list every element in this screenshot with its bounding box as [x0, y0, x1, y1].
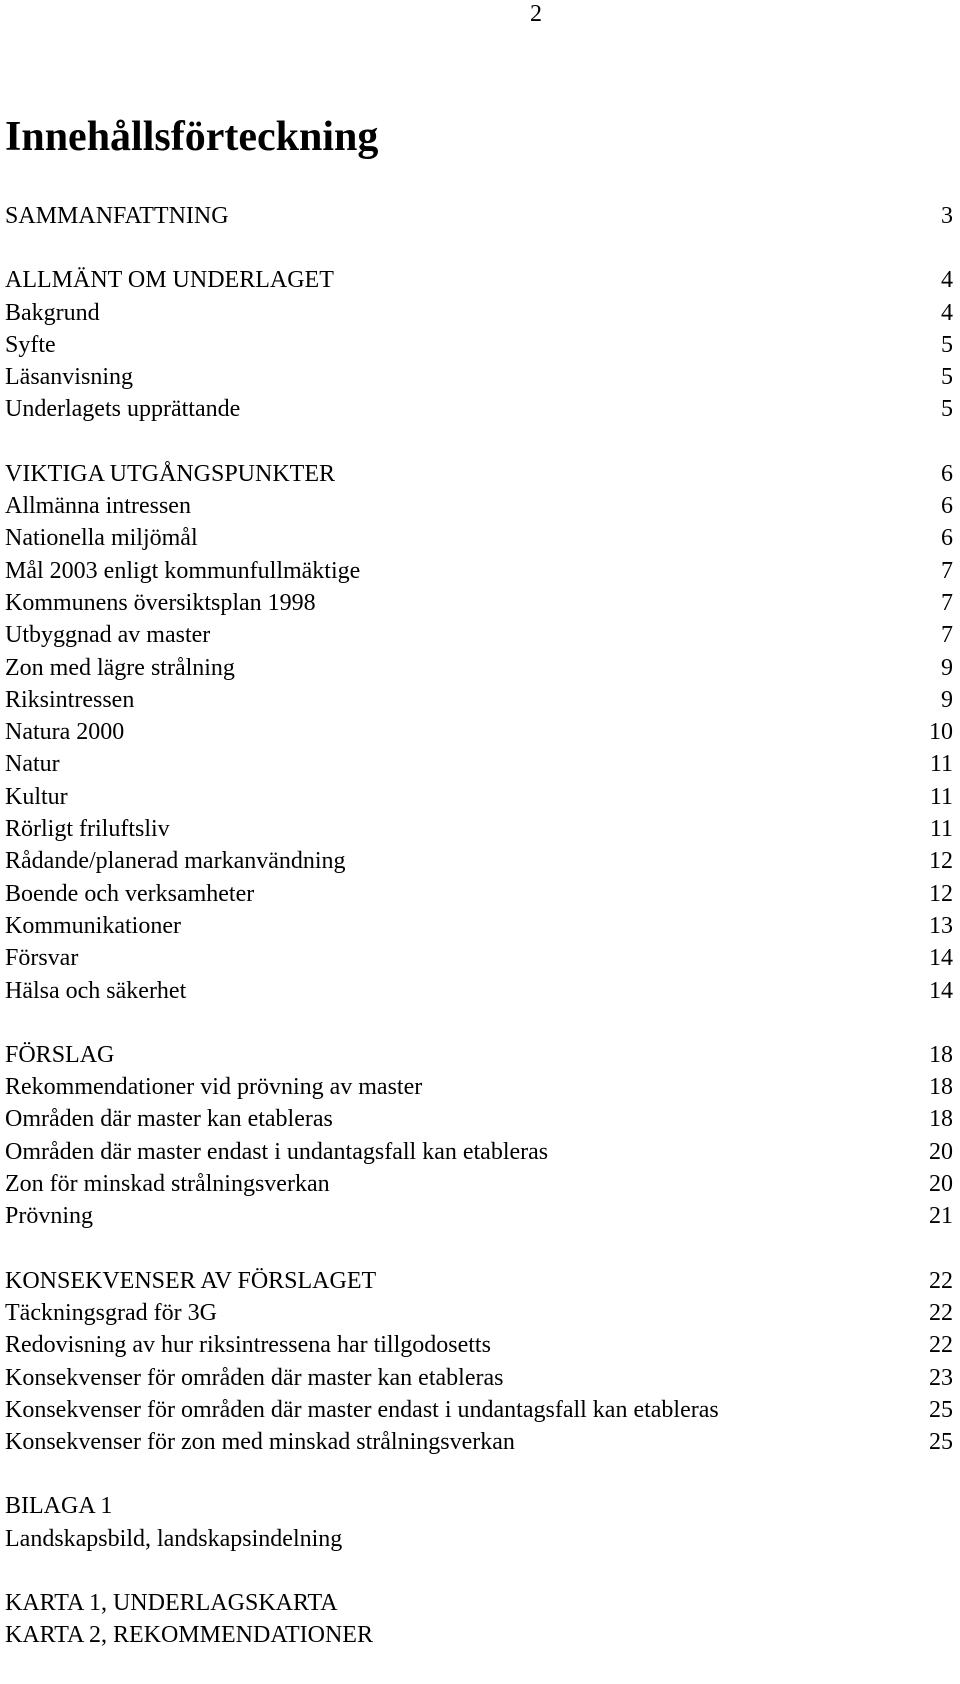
toc-entry-page: 11	[929, 816, 953, 843]
toc-entry-label: Rekommendationer vid prövning av master	[5, 1074, 423, 1101]
toc-entry-label: Områden där master kan etableras	[5, 1106, 333, 1133]
toc-entry-label: Natura 2000	[5, 719, 125, 746]
toc-entry-page: 6	[941, 460, 953, 487]
toc-entry	[5, 1490, 953, 1522]
toc-entry-label: ALLMÄNT OM UNDERLAGET	[5, 267, 334, 294]
toc-entry	[5, 329, 953, 361]
toc-entry-page: 13	[929, 912, 953, 939]
toc-entry	[5, 1619, 953, 1651]
toc-entry-page: 7	[941, 589, 953, 616]
toc-entry-page: 9	[941, 654, 953, 681]
toc-entry	[5, 555, 953, 587]
toc-entry-page: 25	[929, 1396, 953, 1423]
toc-entry	[5, 1071, 953, 1103]
toc-entry	[5, 1297, 953, 1329]
toc-entry	[5, 1265, 953, 1297]
toc-entry-label: Kommunens översiktsplan 1998	[5, 589, 316, 616]
toc-entry-label: Zon för minskad strålningsverkan	[5, 1171, 330, 1198]
toc-entry	[5, 845, 953, 877]
toc-entry-page: 6	[941, 525, 953, 552]
toc-entry	[5, 684, 953, 716]
toc-entry-page: 12	[929, 880, 953, 907]
toc-entry	[5, 1200, 953, 1232]
toc-entry-page: 18	[929, 1041, 953, 1068]
toc-entry	[5, 1587, 953, 1619]
toc-entry-page: 18	[929, 1106, 953, 1133]
toc-entry-page: 18	[929, 1074, 953, 1101]
toc-entry-label: FÖRSLAG	[5, 1041, 115, 1068]
page-number: 2	[530, 1, 542, 27]
toc-entry-label: Boende och verksamheter	[5, 880, 255, 907]
toc-entry	[5, 716, 953, 748]
toc-entry-page: 20	[929, 1171, 953, 1198]
toc-entry-page: 22	[929, 1267, 953, 1294]
toc-entry-label: Områden där master endast i undantagsfall kan etableras	[5, 1138, 549, 1165]
toc-entry	[5, 748, 953, 780]
toc-section	[5, 1587, 953, 1652]
toc-entry-label: VIKTIGA UTGÅNGSPUNKTER	[5, 460, 335, 487]
toc-entry	[5, 1039, 953, 1071]
toc-entry-page: 5	[941, 396, 953, 423]
toc-entry-label: Utbyggnad av master	[5, 622, 211, 649]
toc-entry	[5, 1523, 953, 1555]
toc-entry-page: 14	[929, 977, 953, 1004]
toc-entry-label: Rådande/planerad markanvändning	[5, 848, 346, 875]
toc-entry-label: Riksintressen	[5, 686, 135, 713]
toc-entry	[5, 1426, 953, 1458]
toc-entry	[5, 1168, 953, 1200]
toc-entry-page: 22	[929, 1332, 953, 1359]
toc-entry	[5, 587, 953, 619]
toc-entry-label: Syfte	[5, 331, 56, 358]
toc-entry-label: Läsanvisning	[5, 364, 133, 391]
toc-entry-label: Rörligt friluftsliv	[5, 816, 170, 843]
table-of-contents	[5, 200, 953, 1684]
toc-entry-label: Bakgrund	[5, 299, 100, 326]
toc-entry-page: 3	[941, 203, 953, 229]
toc-entry	[5, 652, 953, 684]
toc-entry-page: 20	[929, 1138, 953, 1165]
toc-section	[5, 1265, 953, 1459]
toc-entry-page: 7	[941, 622, 953, 649]
toc-entry	[5, 975, 953, 1007]
toc-section	[5, 1039, 953, 1233]
toc-entry-label: Kommunikationer	[5, 912, 181, 939]
toc-entry	[5, 619, 953, 651]
toc-entry-label: Prövning	[5, 1203, 94, 1230]
toc-entry	[5, 458, 953, 490]
toc-entry	[5, 297, 953, 329]
toc-entry-label: Landskapsbild, landskapsindelning	[5, 1525, 343, 1552]
toc-entry-label: Kultur	[5, 783, 68, 810]
toc-entry-label: Täckningsgrad för 3G	[5, 1299, 217, 1326]
toc-entry-label: Konsekvenser för områden där master endast i undantagsfall kan etableras	[5, 1396, 719, 1423]
toc-entry	[5, 393, 953, 425]
toc-entry-page: 21	[929, 1203, 953, 1230]
toc-entry	[5, 781, 953, 813]
toc-entry-label: Underlagets upprättande	[5, 396, 241, 423]
toc-entry-page: 4	[941, 267, 953, 294]
toc-entry-page: 4	[941, 299, 953, 326]
toc-entry-label: Allmänna intressen	[5, 493, 191, 520]
toc-entry	[5, 942, 953, 974]
toc-entry-page: 22	[929, 1299, 953, 1326]
toc-section	[5, 458, 953, 1007]
toc-entry-label: BILAGA 1	[5, 1493, 113, 1520]
toc-entry-page: 14	[929, 945, 953, 972]
toc-entry-label: SAMMANFATTNING	[5, 203, 229, 229]
toc-entry-label: Mål 2003 enligt kommunfullmäktige	[5, 557, 361, 584]
toc-entry	[5, 1394, 953, 1426]
toc-entry-label: Konsekvenser för områden där master kan etableras	[5, 1364, 504, 1391]
toc-entry	[5, 1362, 953, 1394]
toc-entry	[5, 522, 953, 554]
toc-entry-label: Hälsa och säkerhet	[5, 977, 187, 1004]
toc-entry	[5, 1329, 953, 1361]
toc-entry-page: 25	[929, 1429, 953, 1456]
toc-entry-page: 23	[929, 1364, 953, 1391]
toc-entry-label: KARTA 2, REKOMMENDATIONER	[5, 1622, 373, 1649]
toc-entry-label: Zon med lägre strålning	[5, 654, 235, 681]
toc-entry	[5, 878, 953, 910]
toc-entry-label: Natur	[5, 751, 60, 778]
toc-section	[5, 264, 953, 425]
toc-entry-label: KONSEKVENSER AV FÖRSLAGET	[5, 1267, 377, 1294]
toc-entry-page: 7	[941, 557, 953, 584]
toc-entry	[5, 490, 953, 522]
toc-entry-page: 11	[929, 783, 953, 810]
toc-entry-page: 6	[941, 493, 953, 520]
toc-section	[5, 1490, 953, 1555]
toc-entry	[5, 361, 953, 393]
toc-entry-label: Försvar	[5, 945, 79, 972]
toc-entry-label: Redovisning av hur riksintressena har tillgodosetts	[5, 1332, 491, 1359]
toc-section	[5, 200, 953, 232]
toc-entry-page: 10	[929, 719, 953, 746]
toc-entry-label: Konsekvenser för zon med minskad strålningsverkan	[5, 1429, 515, 1456]
toc-entry	[5, 910, 953, 942]
toc-entry-label: KARTA 1, UNDERLAGSKARTA	[5, 1589, 338, 1616]
toc-entry-page: 9	[941, 686, 953, 713]
toc-entry-page: 12	[929, 848, 953, 875]
toc-entry	[5, 200, 953, 232]
toc-entry	[5, 1136, 953, 1168]
toc-entry-page: 11	[929, 751, 953, 778]
toc-entry-label: Nationella miljömål	[5, 525, 198, 552]
toc-entry	[5, 1103, 953, 1135]
toc-entry-page: 5	[941, 364, 953, 391]
toc-entry	[5, 813, 953, 845]
toc-entry	[5, 264, 953, 296]
toc-entry-page: 5	[941, 331, 953, 358]
document-title: Innehållsförteckning	[5, 114, 379, 160]
